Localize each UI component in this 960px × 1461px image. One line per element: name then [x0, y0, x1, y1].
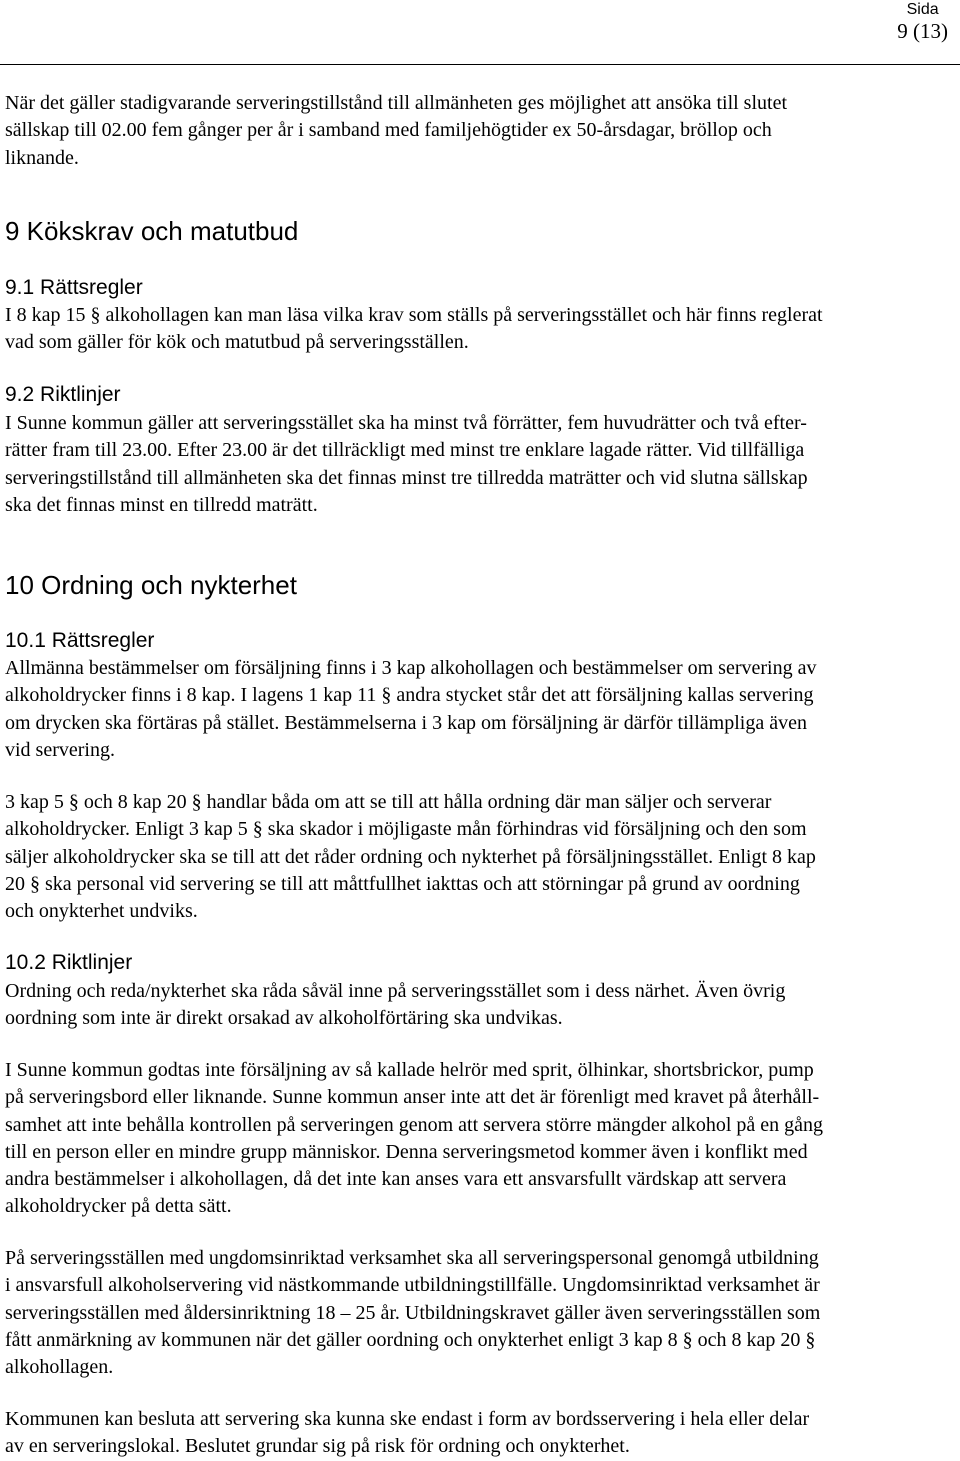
text-line: 20 § ska personal vid servering se till att måttfullhet iakttas och att störningar på grund av oordning: [5, 872, 800, 895]
text-line: samhet att inte behålla kontrollen på serveringen genom att servera större mängder alkohol på en gång: [5, 1113, 824, 1136]
section-10-1-paragraph-2: [5, 789, 955, 925]
section-10-2-paragraph-3: [5, 1245, 955, 1381]
text-line: När det gäller stadigvarande serveringstillstånd till allmänheten ges möjlighet att ansöka till slutet: [5, 92, 788, 114]
text-line: på serveringsbord eller liknande. Sunne kommun anser inte att det är förenligt med kravet på återhåll-: [5, 1086, 820, 1109]
page-header: [897, 0, 948, 42]
text-line: fått anmärkning av kommunen när det gäller oordning och onykterhet enligt 3 kap 8 § och 8 kap 20 §: [5, 1328, 816, 1351]
section-10-2-paragraph-2: [5, 1057, 955, 1221]
text-line: Ordning och reda/nykterhet ska råda såväl inne på serveringsstället som i dess närhet. Även övrig: [5, 980, 786, 1002]
text-line: rätter fram till 23.00. Efter 23.00 är det tillräckligt med minst tre enklare lagade rätter. Vid tillfälliga: [5, 439, 805, 462]
text-line: liknande.: [5, 146, 79, 169]
section-10-2-paragraph-4: [5, 1406, 955, 1461]
text-line: alkoholdrycker. Enligt 3 kap 5 § ska skador i möjligaste mån förhindras vid försäljning och den som: [5, 818, 807, 841]
text-line: av en serveringslokal. Beslutet grundar sig på risk för ordning och onykterhet.: [5, 1435, 630, 1458]
text-line: Kommunen kan besluta att servering ska kunna ske endast i form av bordsservering i hela eller delar: [5, 1408, 810, 1430]
section-10-heading: 10 Ordning och nykterhet: [5, 570, 297, 600]
text-line: På serveringsställen med ungdomsinriktad verksamhet ska all serveringspersonal genomgå utbildning: [5, 1247, 819, 1269]
text-line: om drycken ska förtäras på stället. Bestämmelserna i 3 kap om försäljning är därför tillämpliga även: [5, 711, 807, 734]
intro-paragraph: [5, 90, 955, 172]
section-9-2-paragraph: [5, 410, 955, 519]
section-10-1-paragraph-1: [5, 655, 955, 764]
page-number: 9 (13): [897, 19, 948, 43]
page-label: Sida: [906, 1, 939, 18]
section-9-2-heading: 9.2 Riktlinjer: [5, 383, 121, 406]
text-line: alkoholdrycker på detta sätt.: [5, 1195, 232, 1218]
text-line: andra bestämmelser i alkohollagen, då det inte kan anses vara ett ansvarsfullt värdskap att servera: [5, 1168, 787, 1191]
section-9-1-paragraph: [5, 302, 955, 357]
text-line: oordning som inte är direkt orsakad av alkoholförtäring ska undvikas.: [5, 1007, 563, 1030]
text-line: I Sunne kommun gäller att serveringsstället ska ha minst två förrätter, fem huvudrätter och två efter-: [5, 412, 807, 434]
text-line: serveringsställen med åldersinriktning 18 – 25 år. Utbildningskravet gäller även serveringsställen som: [5, 1301, 821, 1324]
text-line: vad som gäller för kök och matutbud på serveringsställen.: [5, 331, 469, 354]
section-10-2-heading: 10.2 Riktlinjer: [5, 951, 133, 974]
text-line: 3 kap 5 § och 8 kap 20 § handlar båda om att se till att hålla ordning där man säljer och serverar: [5, 791, 772, 813]
text-line: I Sunne kommun godtas inte försäljning av så kallade helrör med sprit, ölhinkar, shortsbrickor, pump: [5, 1059, 814, 1081]
text-line: vid servering.: [5, 738, 115, 761]
text-line: alkohollagen.: [5, 1356, 114, 1379]
section-9-1-heading: 9.1 Rättsregler: [5, 276, 143, 299]
section-9-heading: 9 Kökskrav och matutbud: [5, 216, 299, 246]
text-line: och onykterhet undviks.: [5, 900, 198, 923]
text-line: Allmänna bestämmelser om försäljning finns i 3 kap alkohollagen och bestämmelser om servering av: [5, 657, 817, 679]
text-line: I 8 kap 15 § alkohollagen kan man läsa vilka krav som ställs på serveringsstället och här finns reglerat: [5, 304, 823, 326]
text-line: sällskap till 02.00 fem gånger per år i samband med familjehögtider ex 50-årsdagar, bröllop och: [5, 119, 772, 142]
text-line: säljer alkoholdrycker ska se till att det råder ordning och nykterhet på försäljningsstället. Enligt 8 kap: [5, 845, 816, 868]
section-10-1-heading: 10.1 Rättsregler: [5, 629, 155, 652]
header-divider: [0, 64, 960, 65]
text-line: serveringstillstånd till allmänheten ska det finnas minst tre tillredda maträtter och vid slutna sällskap: [5, 466, 808, 489]
text-line: till en person eller en mindre grupp människor. Denna serveringsmetod kommer även i konflikt med: [5, 1140, 808, 1163]
text-line: alkoholdrycker finns i 8 kap. I lagens 1 kap 11 § andra stycket står det att försäljning kallas servering: [5, 684, 814, 707]
text-line: ska det finnas minst en tillredd maträtt.: [5, 493, 318, 516]
section-10-2-paragraph-1: [5, 978, 955, 1033]
text-line: i ansvarsfull alkoholservering vid nästkommande utbildningstillfälle. Ungdomsinriktad verksamhet är: [5, 1274, 820, 1297]
